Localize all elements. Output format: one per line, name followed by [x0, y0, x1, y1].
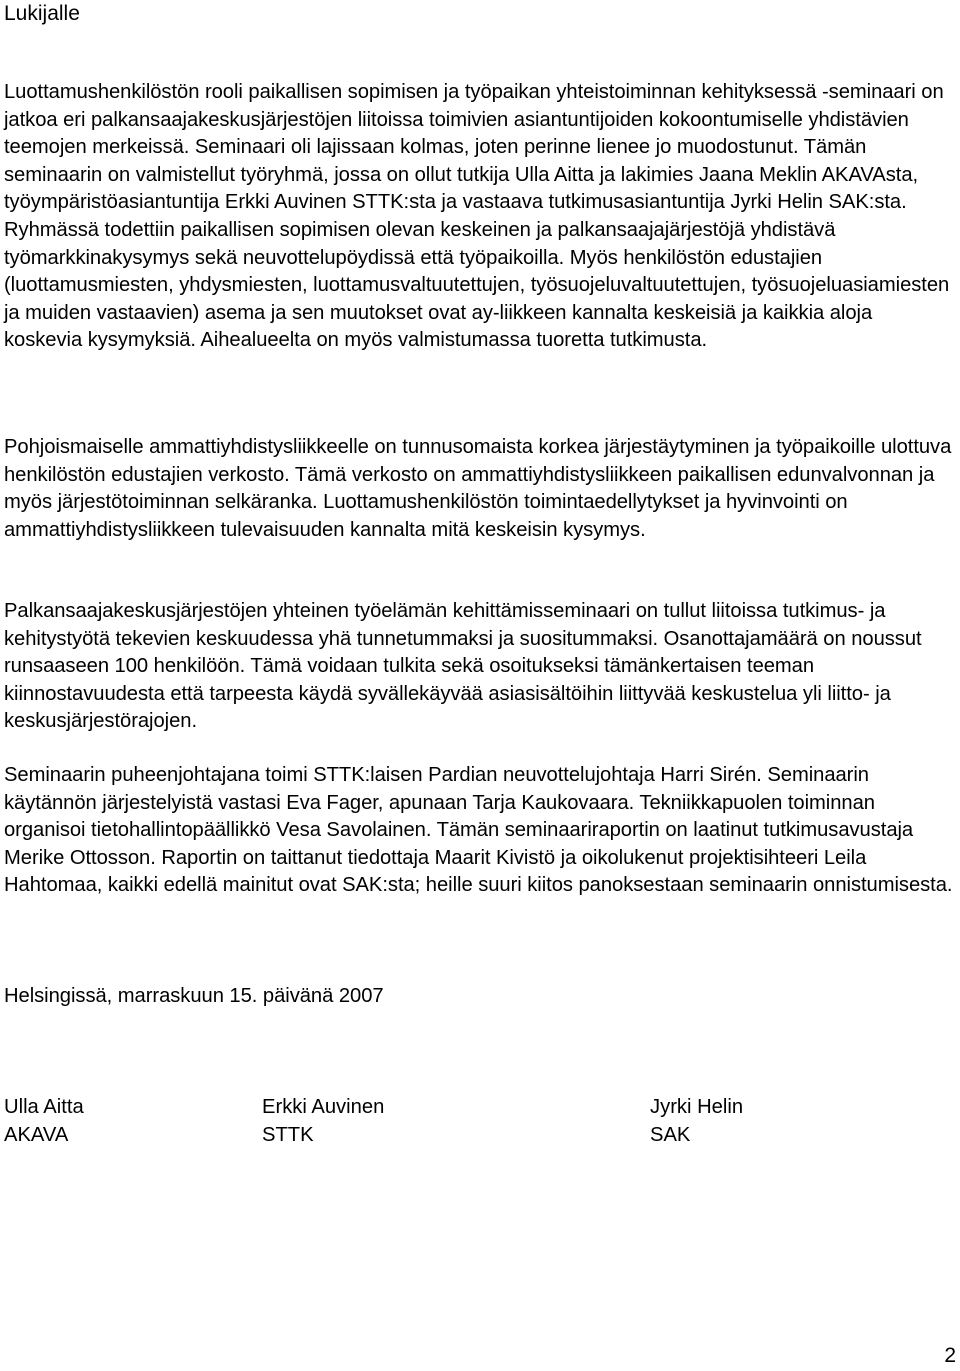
signatory [650, 1093, 743, 1149]
signatory-organization: STTK [262, 1124, 314, 1146]
signatory-organization: SAK [650, 1124, 691, 1146]
place-and-date: Helsingissä, marraskuun 15. päivänä 2007 [4, 985, 384, 1007]
paragraph-acknowledgements: Seminaarin puheenjohtajana toimi STTK:laisen Pardian neuvottelujohtaja Harri Sirén. Seminaarin käytännön järjestelyistä vastasi Eva Fager, apunaan Tarja Kaukovaara. Tekniikkapuolen toiminnan organisoi tietohallintopäällikkö Vesa Savolainen. Tämän seminaariraportin on laatinut tutkimusavustaja Merike Ottosson. Raportin on taittanut tiedottaja Maarit Kivistö ja oikolukenut projektisihteeri Leila Hahtomaa, kaikki edellä mainitut ovat SAK:sta; heille suuri kiitos panoksestaan seminaarin onnistumisesta. [4, 764, 953, 897]
paragraph-nordic-movement: Pohjoismaiselle ammattiyhdistysliikkeelle on tunnusomaista korkea järjestäytyminen ja työpaikoille ulottuva henkilöstön edustajien verkosto. Tämä verkosto on ammattiyhdistysliikkeen paikallisen edunvalvonnan ja myös järjestötoiminnan selkäranka. Luottamushenkilöstön toimintaedellytykset ja hyvinvointi on ammattiyhdistysliikkeen tulevaisuuden kannalta mitä keskeisin kysymys. [4, 436, 952, 541]
paragraph-intro: Luottamushenkilöstön rooli paikallisen sopimisen ja työpaikan yhteistoiminnan kehityksessä -seminaari on jatkoa eri palkansaajakeskusjärjestöjen liitoissa toimivien asiantuntijoiden kokoontumiselle yhdistävien teemojen merkeissä. Seminaari oli lajissaan kolmas, joten perinne lienee jo muodostunut. Tämän seminaarin on valmistellut työryhmä, jossa on ollut tutkija Ulla Aitta ja lakimies Jaana Meklin AKAVAsta, työympäristöasiantuntija Erkki Auvinen STTK:sta ja vastaava tutkimusasiantuntija Jyrki Helin SAK:sta. Ryhmässä todettiin paikallisen sopimisen olevan keskeinen ja palkansaajajärjestöjä yhdistävä työmarkkinakysymys sekä neuvottelupöydissä että työpaikoilla. Myös henkilöstön edustajien (luottamusmiesten, yhdysmiesten, luottamusvaltuutettujen, työsuojeluvaltuutettujen, työsuojeluasiamiesten ja muiden vastaavien) asema ja sen muutokset ovat ay-liikkeen kannalta keskeisiä ja kaikkia aloja koskevia kysymyksiä. Aihealueelta on myös valmistumassa tuoretta tutkimusta. [4, 81, 950, 352]
signatory-name: Ulla Aitta [4, 1096, 84, 1118]
signatory [4, 1093, 84, 1149]
page-number: 2 [944, 1344, 956, 1367]
signatory-organization: AKAVA [4, 1124, 69, 1146]
signatory-name: Erkki Auvinen [262, 1096, 385, 1118]
salutation: Lukijalle [4, 2, 80, 25]
paragraph-seminar-popularity: Palkansaajakeskusjärjestöjen yhteinen työelämän kehittämisseminaari on tullut liitoissa tutkimus- ja kehitystyötä tekevien keskuudessa yhä tunnetummaksi ja suositummaksi. Osanottajamäärä on noussut runsaaseen 100 henkilöön. Tämä voidaan tulkita sekä osoitukseksi tämänkertaisen teeman kiinnostavuudesta että tarpeesta käydä syvällekäyvää asiasisältöihin liittyvää keskustelua yli liitto- ja keskusjärjestörajojen. [4, 600, 922, 733]
signatory [262, 1093, 384, 1149]
signatory-name: Jyrki Helin [650, 1096, 744, 1118]
